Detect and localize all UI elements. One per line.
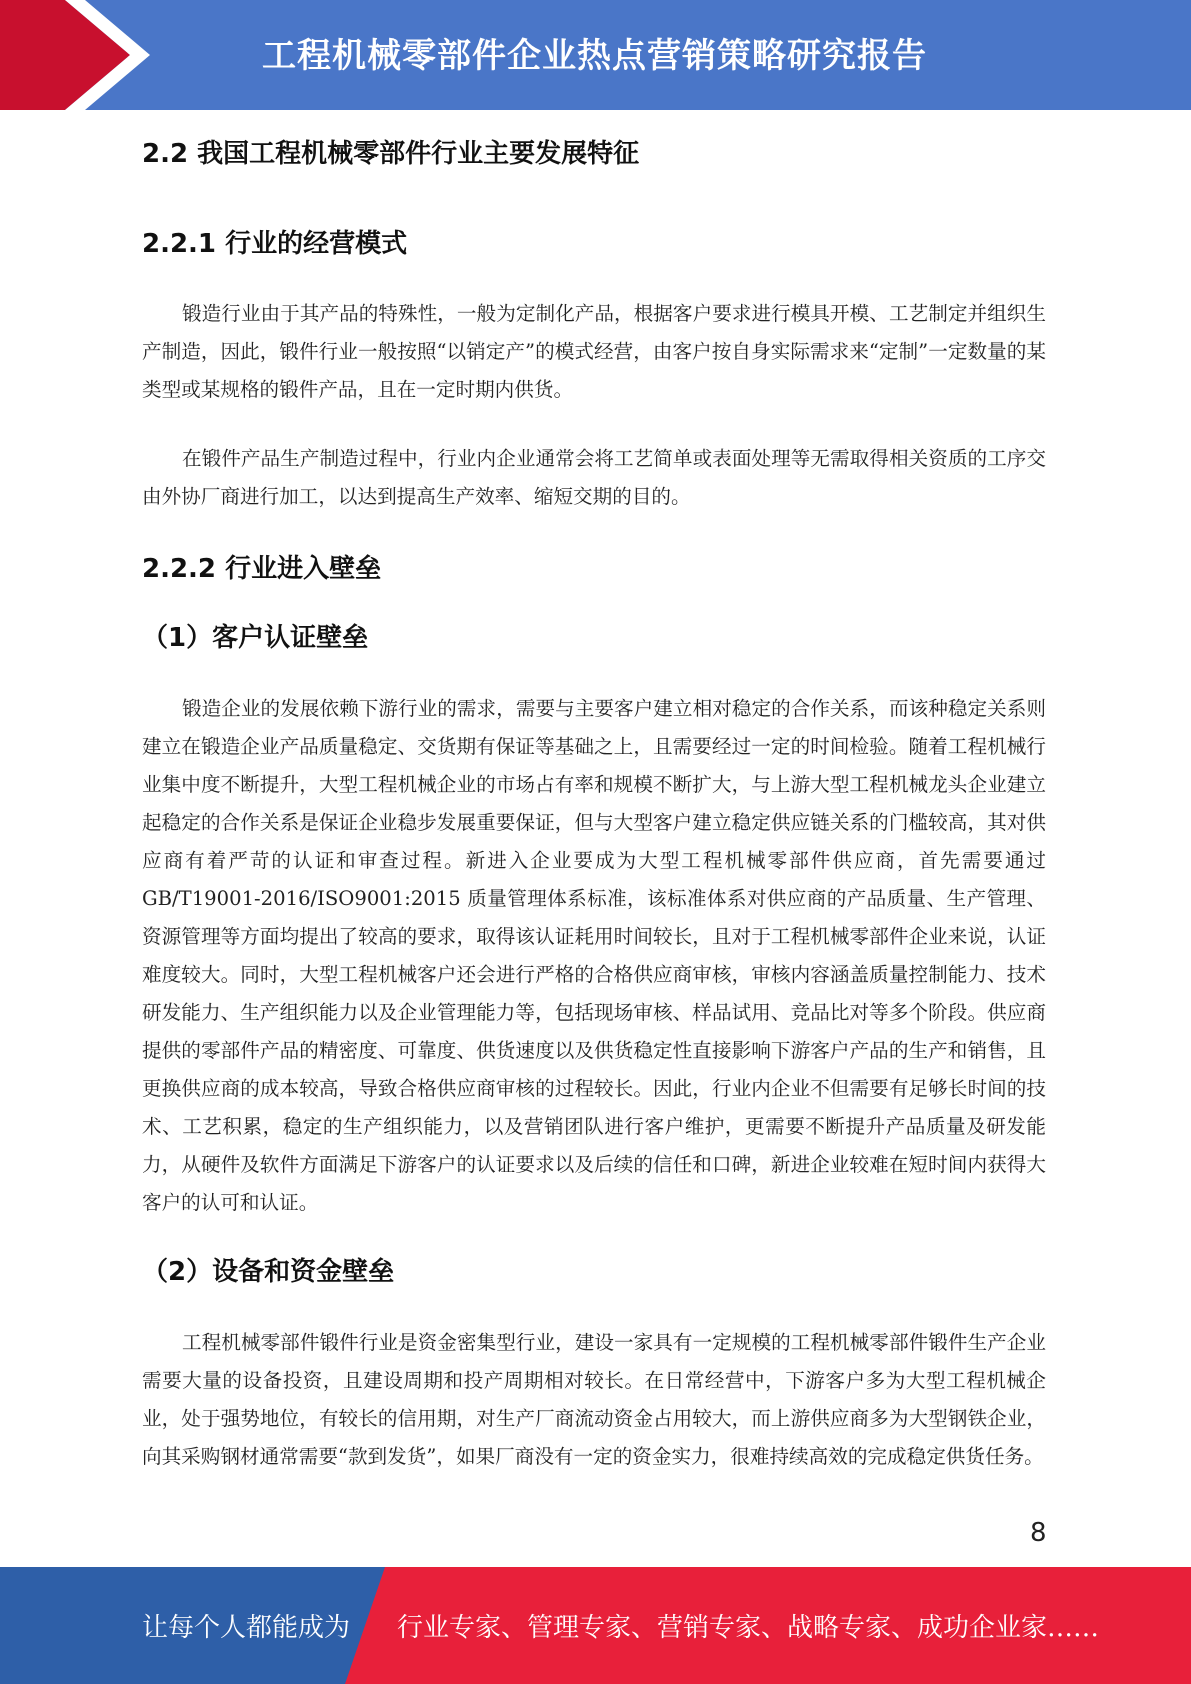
footer-slogan-right: 行业专家、管理专家、营销专家、战略专家、成功企业家……	[397, 1613, 1100, 1643]
footer-slogan-left: 让每个人都能成为	[142, 1613, 351, 1643]
report-footer-banner	[0, 1567, 1191, 1684]
section-heading-2-2-2: 2.2.2 行业进入壁垒	[142, 554, 382, 584]
page-number: 8	[1030, 1518, 1047, 1548]
paragraph-equipment-capital-barrier: 工程机械零部件锻件行业是资金密集型行业，建设一家具有一定规模的工程机械零部件锻件生产企业需要大量的设备投资，且建设周期和投产周期相对较长。在日常经营中，下游客户多为大型工程机械企业，处于强势地位，有较长的信用期，对生产厂商流动资金占用较大，而上游供应商多为大型钢铁企业，向其采购钢材通常需要“款到发货”，如果厂商没有一定的资金实力，很难持续高效的完成稳定供货任务。	[142, 1331, 1046, 1468]
report-title: 工程机械零部件企业热点营销策略研究报告	[262, 36, 927, 76]
paragraph-customer-certification-barrier: 锻造企业的发展依赖下游行业的需求，需要与主要客户建立相对稳定的合作关系，而该种稳定关系则建立在锻造企业产品质量稳定、交货期有保证等基础之上，且需要经过一定的时间检验。随着工程机械行业集中度不断提升，大型工程机械企业的市场占有率和规模不断扩大，与上游大型工程机械龙头企业建立起稳定的合作关系是保证企业稳步发展重要保证，但与大型客户建立稳定供应链关系的门槛较高，其对供应商有着严苛的认证和审查过程。新进入企业要成为大型工程机械零部件供应商，首先需要通过 GB/T19001-2016/ISO9001:2015 质量管理体系标准，该标准体系对供应商的产品质量、生产管理、资源管理等方面均提出了较高的要求，取得该认证耗用时间较长，且对于工程机械零部件企业来说，认证难度较大。同时，大型工程机械客户还会进行严格的合格供应商审核，审核内容涵盖质量控制能力、技术研发能力、生产组织能力以及企业管理能力等，包括现场审核、样品试用、竞品比对等多个阶段。供应商提供的零部件产品的精密度、可靠度、供货速度以及供货稳定性直接影响下游客户产品的生产和销售，且更换供应商的成本较高，导致合格供应商审核的过程较长。因此，行业内企业不但需要有足够长时间的技术、工艺积累，稳定的生产组织能力，以及营销团队进行客户维护，更需要不断提升产品质量及研发能力，从硬件及软件方面满足下游客户的认证要求以及后续的信任和口碑，新进企业较难在短时间内获得大客户的认可和认证。	[142, 697, 1046, 1214]
paragraph-operating-mode-2: 在锻件产品生产制造过程中，行业内企业通常会将工艺简单或表面处理等无需取得相关资质的工序交由外协厂商进行加工，以达到提高生产效率、缩短交期的目的。	[142, 447, 1046, 508]
subheading-customer-certification-barrier: （1）客户认证壁垒	[142, 623, 369, 653]
header-red-arrow-decoration	[0, 0, 130, 110]
subheading-equipment-capital-barrier: （2）设备和资金壁垒	[142, 1257, 395, 1287]
report-header-banner	[0, 0, 1191, 110]
paragraph-operating-mode-1: 锻造行业由于其产品的特殊性，一般为定制化产品，根据客户要求进行模具开模、工艺制定并组织生产制造，因此，锻件行业一般按照“以销定产”的模式经营，由客户按自身实际需求来“定制”一定数量的某类型或某规格的锻件产品，且在一定时期内供货。	[142, 302, 1046, 401]
section-heading-2-2: 2.2 我国工程机械零部件行业主要发展特征	[142, 139, 640, 169]
section-heading-2-2-1: 2.2.1 行业的经营模式	[142, 229, 408, 259]
